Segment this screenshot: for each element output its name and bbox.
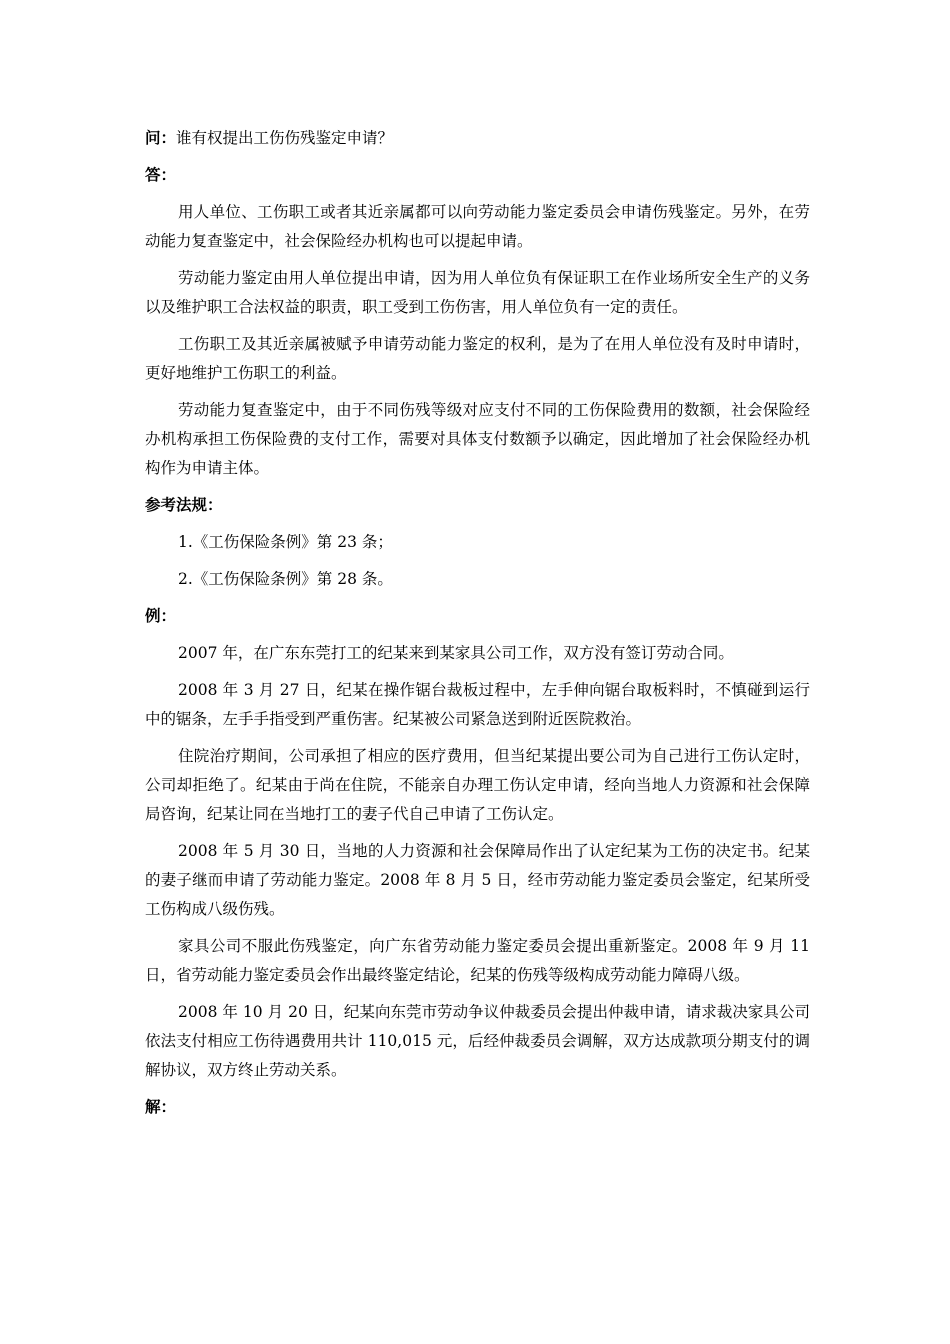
answer-paragraph: 用人单位、工伤职工或者其近亲属都可以向劳动能力鉴定委员会申请伤残鉴定。另外，在劳动能力复查鉴定中，社会保险经办机构也可以提起申请。 <box>145 203 810 250</box>
reference-item: 2.《工伤保险条例》第 28 条。 <box>178 570 393 588</box>
example-paragraph: 住院治疗期间，公司承担了相应的医疗费用，但当纪某提出要公司为自己进行工伤认定时，公司却拒绝了。纪某由于尚在住院，不能亲自办理工伤认定申请，经向当地人力资源和社会保障局咨询，纪某让同在当地打工的妻子代自己申请了工伤认定。 <box>145 747 810 823</box>
document-body <box>145 124 810 1130</box>
answer-paragraph: 劳动能力复查鉴定中，由于不同伤残等级对应支付不同的工伤保险费用的数额，社会保险经办机构承担工伤保险费的支付工作，需要对具体支付数额予以确定，因此增加了社会保险经办机构作为申请主体。 <box>145 401 810 477</box>
example-paragraph: 2008 年 10 月 20 日，纪某向东莞市劳动争议仲裁委员会提出仲裁申请，请求裁决家具公司依法支付相应工伤待遇费用共计 110,015 元，后经仲裁委员会调解，双方达成款项分期支付的调解协议，双方终止劳动关系。 <box>145 1003 810 1079</box>
example-label: 例： <box>145 607 177 625</box>
reference-item: 1.《工伤保险条例》第 23 条； <box>178 533 393 551</box>
example-paragraph: 家具公司不服此伤残鉴定，向广东省劳动能力鉴定委员会提出重新鉴定。2008 年 9 月 11 日，省劳动能力鉴定委员会作出最终鉴定结论，纪某的伤残等级构成劳动能力障碍八级。 <box>145 937 810 984</box>
example-paragraph: 2008 年 3 月 27 日，纪某在操作锯台裁板过程中，左手伸向锯台取板料时，不慎碰到运行中的锯条，左手手指受到严重伤害。纪某被公司紧急送到附近医院救治。 <box>145 681 810 728</box>
references-label: 参考法规： <box>145 496 223 514</box>
solution-label: 解： <box>145 1098 177 1116</box>
question-line <box>145 124 810 153</box>
example-paragraph: 2007 年，在广东东莞打工的纪某来到某家具公司工作，双方没有签订劳动合同。 <box>178 644 734 662</box>
answer-paragraph: 劳动能力鉴定由用人单位提出申请，因为用人单位负有保证职工在作业场所安全生产的义务以及维护职工合法权益的职责，职工受到工伤伤害，用人单位负有一定的责任。 <box>145 269 810 316</box>
question-label: 问： <box>145 129 177 147</box>
question-text: 谁有权提出工伤伤残鉴定申请？ <box>176 129 394 147</box>
example-paragraph: 2008 年 5 月 30 日，当地的人力资源和社会保障局作出了认定纪某为工伤的决定书。纪某的妻子继而申请了劳动能力鉴定。2008 年 8 月 5 日，经市劳动能力鉴定委员会鉴定，纪某所受工伤构成八级伤残。 <box>145 842 810 918</box>
answer-label: 答： <box>145 166 177 184</box>
answer-paragraph: 工伤职工及其近亲属被赋予申请劳动能力鉴定的权利，是为了在用人单位没有及时申请时，更好地维护工伤职工的利益。 <box>145 335 810 382</box>
